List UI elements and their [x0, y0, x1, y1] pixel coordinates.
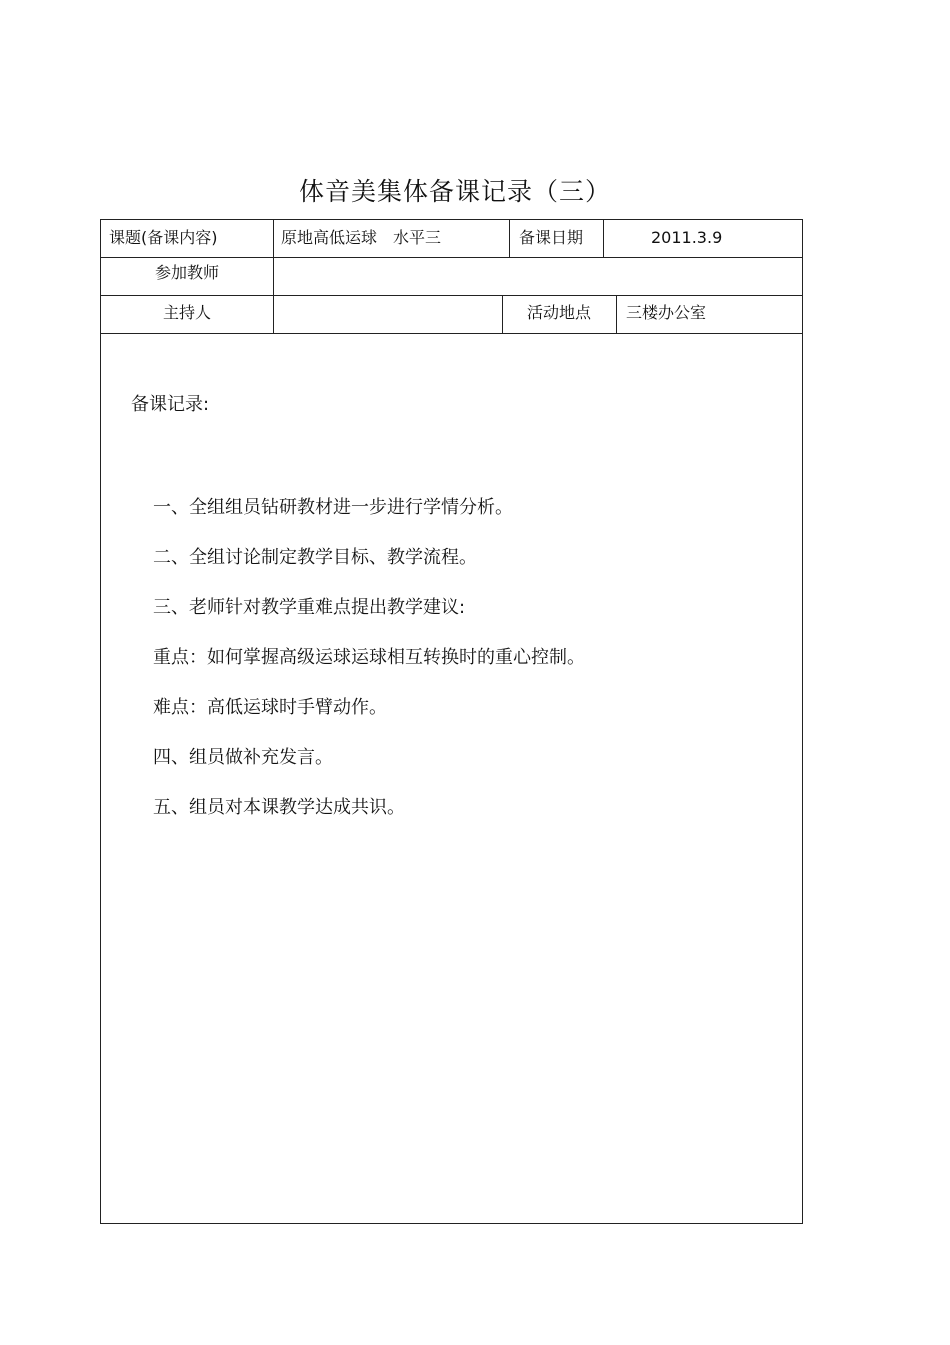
record-item: 五、组员对本课教学达成共识。	[153, 797, 405, 818]
location-label: 活动地点	[526, 303, 591, 322]
record-item: 一、全组组员钻研教材进一步进行学情分析。	[153, 497, 513, 518]
record-item: 难点：高低运球时手臂动作。	[153, 697, 387, 718]
document-title: 体音美集体备课记录（三）	[298, 177, 611, 206]
column-divider	[616, 295, 617, 333]
host-label: 主持人	[162, 303, 211, 322]
column-divider	[509, 220, 510, 257]
teachers-label: 参加教师	[154, 263, 219, 282]
column-divider	[273, 220, 274, 257]
date-value: 2011.3.9	[651, 228, 723, 247]
column-divider	[273, 295, 274, 333]
column-divider	[603, 220, 604, 257]
record-items	[153, 490, 585, 840]
column-divider	[273, 257, 274, 295]
date-label: 备课日期	[519, 228, 584, 247]
lesson-record-form	[100, 219, 803, 1224]
record-item: 三、老师针对教学重难点提出教学建议:	[153, 597, 466, 618]
record-item: 重点：如何掌握高级运球运球相互转换时的重心控制。	[153, 647, 585, 668]
row-divider	[101, 333, 802, 334]
record-item: 二、全组讨论制定教学目标、教学流程。	[153, 547, 477, 568]
topic-value: 原地高低运球 水平三	[281, 228, 442, 247]
record-label: 备课记录:	[131, 394, 210, 415]
location-value: 三楼办公室	[626, 303, 707, 322]
topic-label: 课题(备课内容)	[109, 228, 218, 247]
record-item: 四、组员做补充发言。	[153, 747, 333, 768]
